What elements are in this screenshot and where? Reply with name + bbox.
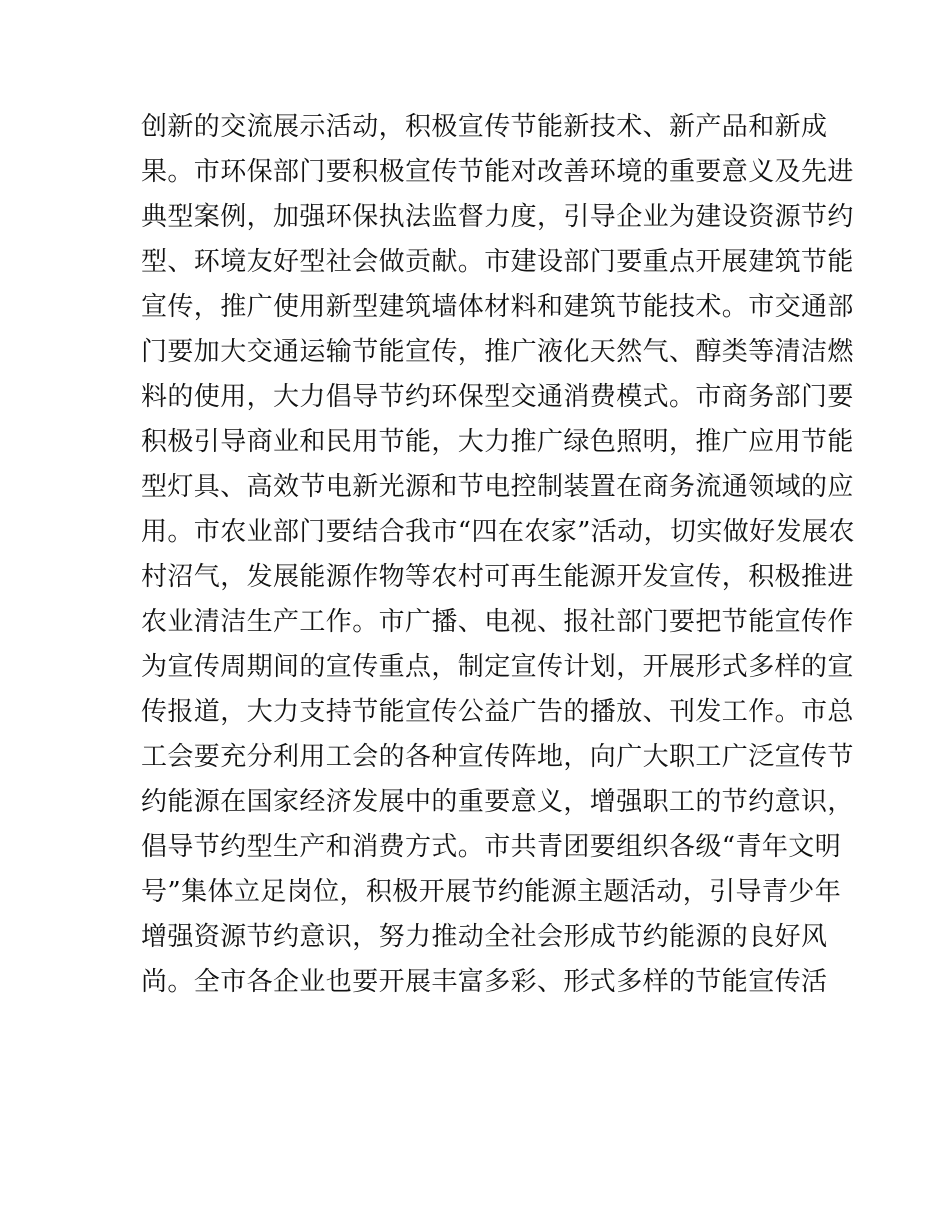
text-line: 村沼气，发展能源作物等农村可再生能源开发宣传，积极推进 [141,562,854,592]
text-line: 门要加大交通运输节能宣传，推广液化天然气、醇类等清洁燃 [141,337,854,367]
text-line: 型、环境友好型社会做贡献。市建设部门要重点开展建筑节能 [141,247,854,277]
text-line: 倡导节约型生产和消费方式。市共青团要组织各级“青年文明 [141,832,842,862]
text-line: 典型案例，加强环保执法监督力度，引导企业为建设资源节约 [141,202,854,232]
text-line: 约能源在国家经济发展中的重要意义，增强职工的节约意识， [141,787,854,817]
text-line: 宣传，推广使用新型建筑墙体材料和建筑节能技术。市交通部 [141,292,854,322]
text-line: 工会要充分利用工会的各种宣传阵地，向广大职工广泛宣传节 [141,742,854,772]
text-line: 传报道，大力支持节能宣传公益广告的播放、刊发工作。市总 [141,697,854,727]
text-line: 创新的交流展示活动，积极宣传节能新技术、新产品和新成 [141,112,828,142]
text-line: 为宣传周期间的宣传重点，制定宣传计划，开展形式多样的宣 [141,652,854,682]
body-paragraph [141,105,855,1005]
text-line: 农业清洁生产工作。市广播、电视、报社部门要把节能宣传作 [141,607,854,637]
text-line: 型灯具、高效节电新光源和节电控制装置在商务流通领域的应 [141,472,854,502]
text-line: 尚。全市各企业也要开展丰富多彩、形式多样的节能宣传活 [141,967,828,997]
text-line: 号”集体立足岗位，积极开展节约能源主题活动，引导青少年 [141,877,842,907]
text-line: 增强资源节约意识，努力推动全社会形成节约能源的良好风 [141,922,828,952]
text-line: 用。市农业部门要结合我市“四在农家”活动，切实做好发展农 [141,517,855,547]
text-line: 料的使用，大力倡导节约环保型交通消费模式。市商务部门要 [141,382,854,412]
text-line: 果。市环保部门要积极宣传节能对改善环境的重要意义及先进 [141,157,854,187]
text-line: 积极引导商业和民用节能，大力推广绿色照明，推广应用节能 [141,427,854,457]
